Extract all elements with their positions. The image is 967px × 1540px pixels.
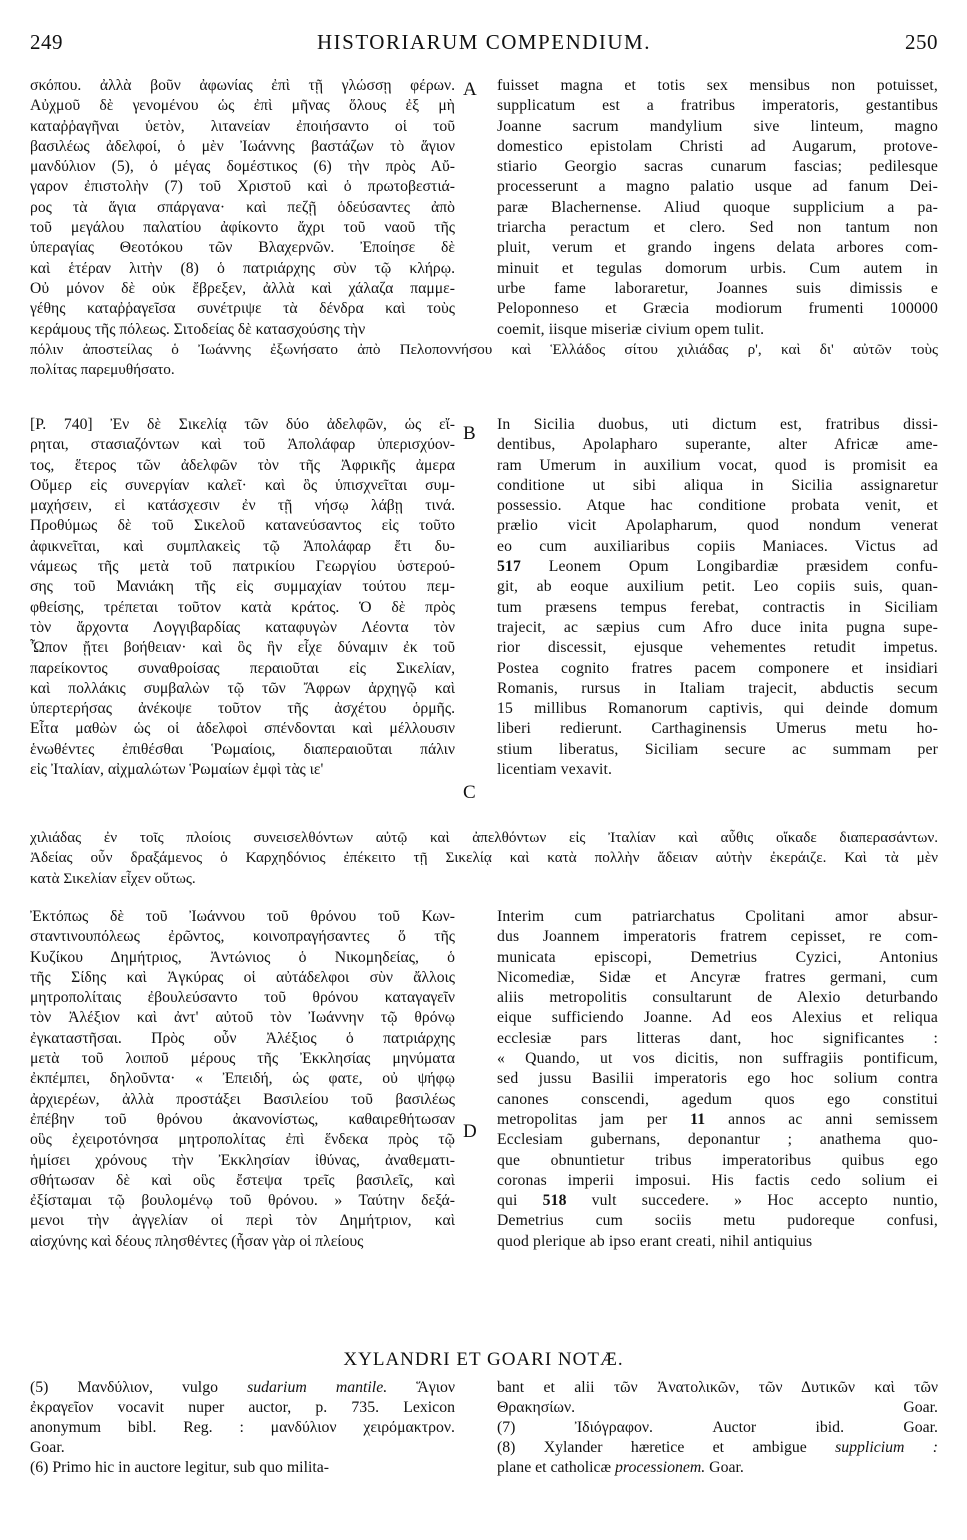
text-line: Joanne sacrum mandylium sive linteum, magno (497, 117, 938, 135)
text-line: Ὦπον ᾔτει βοήθειαν· καὶ ὃς ἣν εἶχε δύναμιν ἐκ τοῦ (30, 639, 455, 657)
text-line: τὸν Ἀλέξιον καὶ ἀντ' αὐτοῦ τὸν Ἰωάννην τῷ θρόνῳ (30, 1009, 455, 1027)
text-line: Εἶτα μαθὼν ὡς οἱ ἀδελφοὶ σπένδονται καὶ μέλλουσιν (30, 720, 455, 738)
text-line: γαρον ἐπιστολὴν (7) τοῦ Χριστοῦ καὶ ὁ πρωτοβεστιά- (30, 178, 455, 196)
text-line: 15 millibus Romanorum captivis, qui deinde domum (497, 700, 938, 718)
text-line: μενοι τὴν ἀγγελίαν οἱ περὶ τὸν Δημήτριον, καὶ (30, 1212, 455, 1230)
page-number-left: 249 (30, 30, 63, 54)
text-line: quod plerique ab ipso erant creati, nihil antiquius (497, 1232, 813, 1250)
text-line: ἐξίσταμαι τῷ βουλομένῳ τοῦ θρόνου. » Ταύτην δεξά- (30, 1192, 455, 1210)
text-line: metropolitas jam per 11 annos ac anni semissem (497, 1110, 938, 1128)
text-line: ἀρχιερέων, ἀλλὰ προστάξει Βασιλείου τοῦ βασιλέως (30, 1090, 455, 1108)
text-line: dentibus, Apolapharo superante, alter Africæ ame- (497, 436, 938, 454)
text-line: καταῤῥαγῆναι ὑετὸν, λιτανείαν ἐποιήσαντο οἱ τοῦ (30, 117, 455, 135)
text-line: que obnuntietur tribus imperatoribus quibus ego (497, 1151, 938, 1169)
text-line: βασιλέως ἀδελφοί, ὁ μὲν Ἰωάννης βαστάζων τὸ ἅγιον (30, 137, 455, 155)
greek-column-3 (30, 907, 455, 1252)
text-line: γέθης καταῤῥαγεῖσα συνέτριψε τὰ δένδρα καὶ τοὺς (30, 300, 455, 318)
text-line: domestico epistolam Christi ad Augarum, protove- (497, 137, 938, 155)
text-line: prælio vicit Apolapharum, quod nondum venerat (497, 517, 938, 535)
text-line: σθήτωσαν δὲ καὶ οὓς ἔστεψα τρεῖς βασιλεῖς, καὶ (30, 1171, 455, 1189)
text-line: ἀφικνεῖται, καὶ συμπλακεὶς τῷ Ἀπολάφαρ ἔτι δυ- (30, 537, 455, 555)
text-line: καὶ πολλάκις συμβαλὼν τῷ τῶν Ἄφρων ἀρχηγῷ καὶ (30, 679, 455, 697)
text-line: [P. 740] Ἐν δὲ Σικελίᾳ τῶν δύο ἀδελφῶν, ὡς εἴ- (30, 416, 455, 433)
text-line: πολίτας παρεμυθήσατο. (30, 361, 175, 379)
text-line: paræ Blachernense. Aliud quoque supplicium a pa- (497, 198, 938, 216)
text-line: μητροπολίταις ἐβουλεύσαντο τοῦ θρόνου καταγαγεῖν (30, 989, 455, 1007)
text-line: qui 518 vult succedere. » Hoc accepto nuntio, (497, 1192, 938, 1210)
text-line: Θρακησίων. Goar. (497, 1399, 938, 1416)
text-line: 517 Leonem Opum Longibardiæ præsidem confu- (497, 558, 938, 576)
text-line: ὑπερτερήσας ἀνέκοψε τοῦτον τῆς ἀσχέτου ὁρμῆς. (30, 700, 455, 718)
text-line: Goar. (30, 1439, 65, 1456)
text-line: municata episcopi, Demetrius Cyzici, Antonius (497, 948, 938, 966)
text-line: canones conscendi, agedum quos ego constitui (497, 1090, 938, 1108)
text-line: ram Umerum in auxilium vocat, quod is promisit ea (497, 456, 938, 474)
text-line: Αὐχμοῦ δὲ γενομένου ὡς ἐπὶ μῆνας ὅλους ἐξ μὴ (30, 97, 455, 115)
text-line: plane et catholicæ processionem. Goar. (497, 1459, 744, 1476)
text-line: παρείκοντος συναθροίσας περαιοῦται εἰς Σικελίαν, (30, 659, 455, 677)
text-line: καὶ ἑτέραν λιτὴν (8) ὁ πατριάρχης σὺν τῷ κλήρῳ. (30, 259, 455, 277)
text-line: Peloponneso et Græcia modiorum frumenti 100000 (497, 300, 938, 318)
text-line: ἐκραγεῖον vocavit nuper auctor, p. 735. Lexicon (30, 1399, 455, 1416)
text-line: τῆς Σίδης καὶ Ἀγκύρας οἱ αὐτάδελφοι σὺν ἄλλοις (30, 968, 455, 986)
text-line: μανδύλιον (5), ὁ μέγας δομέστικος (6) τὴν πρὸς Αὔ- (30, 158, 455, 176)
greek-column-2 (30, 415, 455, 780)
text-line: Ἐκτόπως δὲ τοῦ Ἰωάννου τοῦ θρόνου τοῦ Κων- (30, 908, 455, 925)
text-line: τοῦ μεγάλου παλατίου ἀφίκοντο ἄχρι τοῦ ναοῦ τῆς (30, 219, 455, 237)
text-line: τος, ἕτερος τῶν ἀδελφῶν τὸν τῆς Ἀφρικῆς ἀμερα (30, 456, 455, 474)
text-line: σταντινουπόλεως ἐρῶντος, κοινοπραγήσαντες ὅ τῆς (30, 928, 455, 946)
text-line: ἑνωθέντες ἐπιθέσθαι Ῥωμαίοις, διαπεραιοῦται πάλιν (30, 740, 455, 758)
latin-column-1 (497, 76, 938, 340)
text-line: urbe fame laboraretur, Joannes suis dimissis e (497, 279, 938, 297)
text-line: πόλιν ἀποστείλας ὁ Ἰωάννης ἐξωνήσατο ἀπὸ Πελοποννήσου καὶ Ἑλλάδος σίτου χιλιάδας ρ', καὶ δι' αὐτῶν τοὺς (30, 341, 938, 358)
text-line: (5) Μανδύλιον, vulgo sudarium mantile. Ἅγιον (30, 1379, 455, 1396)
text-line: fuisset magna et totis sex mensibus non potuisset, (497, 77, 938, 94)
text-line: trajecit, ac sæpius cum Afro duce inita pugna supe- (497, 618, 938, 636)
text-line: rior discessit, ejusque vehementes retudit impetus. (497, 639, 938, 657)
greek-column-1 (30, 76, 455, 340)
text-line: τὸν ἄρχοντα Λογγιβαρδίας καταφυγὼν Λέοντα τὸν (30, 618, 455, 636)
text-line: Demetrius cum sociis metu pudoreque confusi, (497, 1212, 938, 1230)
page-number-right: 250 (905, 30, 938, 54)
text-line: ἐκπέμπει, δηλοῦντα· « Ἐπειδή, ὡς φατε, οὐ ψήφῳ (30, 1070, 455, 1088)
text-line: ecclesiæ pars litteras dant, hoc significantes : (497, 1029, 938, 1047)
text-line: σης τοῦ Μανιάκη τῆς εἰς συμμαχίαν τούτου πεμ- (30, 578, 455, 596)
text-line: ἐπέβην τοῦ θρόνου ἀκανονίστως, καθαιρεθήτωσαν (30, 1110, 455, 1128)
text-line: git, ab eoque auxilium petit. Leo copiis suis, quan- (497, 578, 938, 596)
text-line: supplicatum est a fratribus imperatoris, gestantibus (497, 97, 938, 115)
notes-right-column (497, 1378, 938, 1478)
text-line: φθείσης, τρέπεται τοῦτον κατὰ κράτος. Ὁ δὲ πρὸς (30, 598, 455, 616)
text-line: aliis metropolitis consultarunt de Alexio deturbando (497, 989, 938, 1007)
text-line: tum præsens tempus ferebat, contractis in Siciliam (497, 598, 938, 616)
running-title: HISTORIARUM COMPENDIUM. (317, 30, 651, 54)
text-line: licentiam vexavit. (497, 761, 613, 779)
text-line: σκόπου. ἀλλὰ βοῦν ἀφωνίας ἐπὶ τῇ γλώσσῃ φέρων. (30, 77, 455, 94)
text-line: eo cum auxiliaribus copiis Maniaces. Victus ad (497, 537, 938, 555)
text-line: ἐγκαταστῆσαι. Πρὸς οὖν Ἀλέξιος ὁ πατριάρχης (30, 1029, 455, 1047)
text-line: Προθύμως δὲ τοῦ Σικελοῦ κατανεύσαντος εἰς τοῦτο (30, 517, 455, 535)
text-line: stiario Georgio sacras cunarum fascias; pedilesque (497, 158, 938, 176)
text-line: anonymum bibl. Reg. : μανδύλιον χειρόμακτρον. (30, 1419, 455, 1436)
text-line: coemit, iisque miseriæ civium opem tulit. (497, 320, 765, 338)
running-header (30, 30, 938, 60)
margin-marker-c: C (463, 782, 476, 803)
text-line: dus Joannem imperatoris fratrem cepisset, re com- (497, 928, 938, 946)
latin-column-3 (497, 907, 938, 1252)
margin-marker-a: A (463, 79, 477, 100)
text-line: triarcha peractum et clero. Sed non tantum non (497, 219, 938, 237)
text-line: Interim cum patriarchatus Cpolitani amor absur- (497, 908, 938, 925)
text-line: pluit, verum et grando ingens delata arbores com- (497, 239, 938, 257)
text-line: μετὰ τοῦ λοιποῦ μέρους τῆς Ἐκκλησίας μηνύματα (30, 1050, 455, 1068)
text-line: Romanis, rursus in Italiam trajecit, abductis secum (497, 679, 938, 697)
latin-column-2 (497, 415, 938, 780)
text-line: (7) Ἰδιόγραφον. Auctor ibid. Goar. (497, 1419, 938, 1436)
text-line: Κυζίκου Δημήτριος, Ἀντώνιος ὁ Νικομηδείας, ὁ (30, 948, 455, 966)
text-line: « Quando, ut vos dicitis, non suffragiis pontificum, (497, 1050, 938, 1068)
text-line: coronas imperii imposui. His factis cedo solium ei (497, 1171, 938, 1189)
text-line: sed jussu Basilii imperatoris ego hoc solium contra (497, 1070, 938, 1088)
text-line: stium liberatus, Siciliam secure ac summam per (497, 740, 938, 758)
text-line: Ecclesiam gubernans, deponantur ; anathema quo- (497, 1131, 938, 1149)
text-line: (8) Xylander hæretice et ambigue supplicium : (497, 1439, 938, 1456)
text-line: Οὐ μόνον δὲ οὐκ ἔβρεξεν, ἀλλὰ καὶ χάλαζα παμμε- (30, 279, 455, 297)
text-line: conditione ut sibi aliqua in Sicilia assignaretur (497, 476, 938, 494)
margin-marker-d: D (463, 1121, 477, 1142)
text-line: ἡμίσει χρόνους τὴν Ἐκκλησίαν ἰθύνας, ἀναθεματι- (30, 1151, 455, 1169)
text-line: Ἀδείας οὖν δραξάμενος ὁ Καρχηδόνιος ἐπέκειτο τῇ Σικελίᾳ καὶ κατὰ πολλὴν ἄδειαν αὐτὴν ἐκεράιζε. Καὶ τὰ μὲν (30, 849, 938, 867)
text-line: bant et alii τῶν Ἀνατολικῶν, τῶν Δυτικῶν καὶ τῶν (497, 1379, 938, 1396)
margin-marker-b: B (463, 423, 476, 444)
text-line: ρος τὰ ἅγια σπάργανα· καὶ πεζῇ ὁδεύσαντες ἀπὸ (30, 198, 455, 216)
text-line: οὓς ἐχειροτόνησα μητροπολίτας ἐπὶ ἕνδεκα πρὸς τῷ (30, 1131, 455, 1149)
text-line: processerunt a magno palatio usque ad fanum Dei- (497, 178, 938, 196)
notes-title: XYLANDRI ET GOARI NOTÆ. (343, 1349, 624, 1370)
text-line: μαχήσειν, εἰ κατάσχεσιν ἐν τῇ νήσῳ λάβῃ τινά. (30, 497, 455, 515)
greek-fullwidth-1 (30, 340, 938, 381)
text-line: possessio. Atque hac conditione probata venit, et (497, 497, 938, 515)
text-line: εἰς Ἰταλίαν, αἰχμαλώτων Ῥωμαίων ἐμφὶ τὰς ιε' (30, 761, 324, 779)
greek-fullwidth-2 (30, 828, 938, 889)
text-line: ρηται, στασιαζόντων καὶ τοῦ Ἀπολάφαρ ὑπερισχύον- (30, 436, 455, 454)
text-line: ὑπεραγίας Θεοτόκου τῶν Βλαχερνῶν. Ἐποίησε δὲ (30, 239, 455, 257)
text-line: Οὔμερ εἰς συνεργίαν καλεῖ· καὶ ὃς ὑπισχνεῖται συμ- (30, 476, 455, 494)
text-line: (6) Primo hic in auctore legitur, sub quo milita- (30, 1459, 330, 1476)
text-line: κεράμους τῆς πόλεως. Σιτοδείας δὲ κατασχούσης τὴν (30, 320, 366, 338)
notes-left-column (30, 1378, 455, 1478)
text-line: minuit et tegulas domorum urbis. Cum autem in (497, 259, 938, 277)
text-line: Nicomediæ, Sidæ et Ancyræ fratres germani, cum (497, 968, 938, 986)
text-line: Postea cognito fratres pacem componere et insidiari (497, 659, 938, 677)
text-line: αἰσχύνης καὶ δέους πλησθέντες (ἦσαν γὰρ οἱ πλείους (30, 1232, 364, 1250)
text-line: eique sufficiendo Joanne. Ad eos Alexius et reliqua (497, 1009, 938, 1027)
text-line: χιλιάδας ἐν τοῖς πλοίοις συνεισελθόντων αὐτῷ καὶ ἀπελθόντων εἰς Ἰταλίαν καὶ αὖθις οἴκαδε διαπερασάντων. (30, 829, 938, 846)
text-line: νάμεως τῆς μετὰ τοῦ πατρικίου Γεωργίου ὑστερού- (30, 558, 455, 576)
text-line: κατὰ Σικελίαν εἶχεν οὕτως. (30, 869, 196, 887)
text-line: In Sicilia duobus, uti dictum est, fratribus dissi- (497, 416, 938, 433)
text-line: liberi redierunt. Carthaginensis Umerus metu ho- (497, 720, 938, 738)
